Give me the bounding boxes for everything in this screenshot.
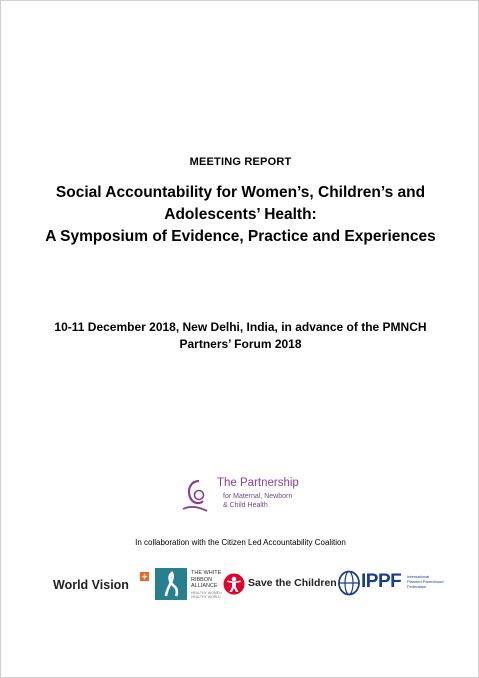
pmnch-name-line: for Maternal, Newborn bbox=[223, 493, 293, 500]
ippf-logo: IPPF bbox=[361, 571, 402, 592]
ippf-name-line: Planned Parenthood bbox=[407, 579, 444, 584]
partner-logos-row bbox=[1, 567, 479, 603]
collaboration-note: In collaboration with the Citizen Led Accountability Coalition bbox=[135, 538, 346, 547]
report-title bbox=[1, 182, 479, 248]
meeting-details-line: Partners’ Forum 2018 bbox=[179, 337, 302, 351]
meeting-details-line: 10-11 December 2018, New Delhi, India, in advance of the PMNCH bbox=[54, 320, 427, 334]
wra-tagline-line: HEALTHY WOMEN bbox=[191, 591, 222, 595]
world-vision-star-icon bbox=[140, 572, 149, 581]
pmnch-name-line: & Child Health bbox=[223, 502, 268, 509]
wra-name-line: THE WHITE bbox=[191, 570, 222, 576]
wra-tagline-line: HEALTHY WORLD bbox=[191, 595, 221, 599]
title-line: Social Accountability for Women’s, Children’s and bbox=[55, 184, 426, 201]
pmnch-mother-child-icon bbox=[177, 475, 217, 515]
save-the-children-logo: Save the Children bbox=[248, 577, 337, 589]
ippf-name-line: Federation bbox=[407, 584, 427, 589]
wra-name-line: ALLIANCE bbox=[191, 583, 218, 589]
ippf-name-line: International bbox=[407, 574, 430, 579]
pmnch-logo bbox=[177, 475, 317, 515]
white-ribbon-alliance-icon bbox=[155, 568, 187, 600]
title-line: Adolescents’ Health: bbox=[164, 206, 317, 223]
meeting-details bbox=[1, 319, 479, 353]
report-kicker: MEETING REPORT bbox=[189, 156, 292, 168]
ippf-globe-icon bbox=[338, 570, 360, 596]
wra-name-line: RIBBON bbox=[191, 576, 213, 583]
title-line: A Symposium of Evidence, Practice and Experiences bbox=[45, 228, 436, 245]
ippf-fullname bbox=[407, 574, 447, 589]
world-vision-logo: World Vision bbox=[53, 578, 129, 592]
save-the-children-figure-icon bbox=[223, 573, 245, 595]
pmnch-name-line: The Partnership bbox=[217, 477, 299, 489]
